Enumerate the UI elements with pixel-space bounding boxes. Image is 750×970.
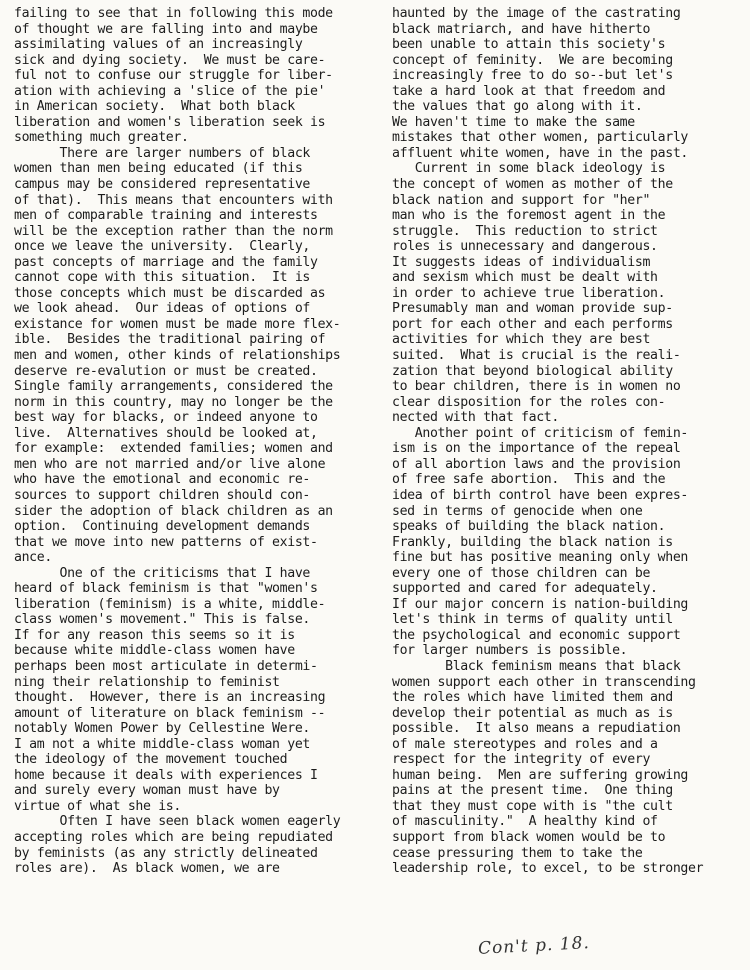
text-line: of thought we are falling into and maybe — [14, 21, 318, 37]
text-line: men who are not married and/or live alone — [14, 456, 326, 472]
text-line: been unable to attain this society's — [392, 37, 666, 53]
text-line: fine but has positive meaning only when — [392, 550, 688, 566]
text-line: the values that go along with it. — [392, 99, 643, 115]
text-line: ful not to confuse our struggle for liber- — [14, 68, 333, 84]
text-line: It suggests ideas of individualism — [392, 254, 651, 270]
text-line: women support each other in transcending — [392, 674, 696, 690]
text-line: cease pressuring them to take the — [392, 845, 643, 861]
text-line: Another point of criticism of femin- — [392, 425, 688, 441]
text-line: zation that beyond biological ability — [392, 363, 673, 379]
text-line: Black feminism means that black — [392, 658, 681, 674]
left-text-column — [14, 6, 376, 877]
text-line: If for any reason this seems so it is — [14, 627, 295, 643]
text-line: of that). This means that encounters with — [14, 192, 333, 208]
text-line: Current in some black ideology is — [392, 161, 666, 177]
text-line: past concepts of marriage and the family — [14, 254, 318, 270]
text-line: best way for blacks, or indeed anyone to — [14, 410, 318, 426]
handwritten-continuation-note: Con't p. 18. — [477, 933, 591, 959]
text-line: option. Continuing development demands — [14, 519, 310, 535]
text-line: thought. However, there is an increasing — [14, 690, 326, 706]
text-line: If our major concern is nation-building — [392, 596, 688, 612]
text-line: that they must cope with is "the cult — [392, 798, 673, 814]
text-line: nected with that fact. — [392, 410, 559, 426]
text-line: roles are). As black women, we are — [14, 861, 280, 877]
text-line: One of the criticisms that I have — [14, 565, 310, 581]
text-line: sider the adoption of black children as an — [14, 503, 333, 519]
text-line: respect for the integrity of every — [392, 752, 651, 768]
text-line: black matriarch, and have hitherto — [392, 21, 651, 37]
text-line: ning their relationship to feminist — [14, 674, 280, 690]
text-line: affluent white women, have in the past. — [392, 145, 688, 161]
text-line: the concept of women as mother of the — [392, 177, 673, 193]
right-text-column — [392, 6, 748, 877]
text-line: concept of feminity. We are becoming — [392, 52, 673, 68]
text-line: There are larger numbers of black — [14, 145, 310, 161]
text-line: human being. Men are suffering growing — [392, 767, 688, 783]
text-line: man who is the foremost agent in the — [392, 208, 666, 224]
text-line: Single family arrangements, considered the — [14, 379, 333, 395]
text-line: will be the exception rather than the norm — [14, 223, 333, 239]
text-line: the psychological and economic support — [392, 627, 681, 643]
text-line: norm in this country, may no longer be the — [14, 394, 333, 410]
text-line: the ideology of the movement touched — [14, 752, 288, 768]
text-line: by feminists (as any strictly delineated — [14, 845, 318, 861]
text-line: those concepts which must be discarded as — [14, 285, 326, 301]
text-line: let's think in terms of quality until — [392, 612, 673, 628]
text-line: because white middle-class women have — [14, 643, 295, 659]
text-line: take a hard look at that freedom and — [392, 83, 666, 99]
text-line: perhaps been most articulate in determi- — [14, 658, 318, 674]
text-line: haunted by the image of the castrating — [392, 6, 681, 21]
text-line: and surely every woman must have by — [14, 783, 280, 799]
text-line: men of comparable training and interests — [14, 208, 318, 224]
text-line: heard of black feminism is that "women's — [14, 581, 318, 597]
text-line: sed in terms of genocide when one — [392, 503, 643, 519]
text-line: failing to see that in following this mode — [14, 6, 333, 21]
text-line: class women's movement." This is false. — [14, 612, 310, 628]
text-line: the roles which have limited them and — [392, 690, 673, 706]
text-line: sick and dying society. We must be care- — [14, 52, 326, 68]
text-line: support from black women would be to — [392, 829, 666, 845]
text-line: to bear children, there is in women no — [392, 379, 681, 395]
text-line: for larger numbers is possible. — [392, 643, 628, 659]
text-line: mistakes that other women, particularly — [392, 130, 688, 146]
text-line: of all abortion laws and the provision — [392, 456, 681, 472]
text-line: speaks of building the black nation. — [392, 519, 666, 535]
text-line: of free safe abortion. This and the — [392, 472, 666, 488]
text-line: virtue of what she is. — [14, 798, 181, 814]
text-line: possible. It also means a repudiation — [392, 721, 681, 737]
text-line: existance for women must be made more flex- — [14, 316, 341, 332]
text-line: ible. Besides the traditional pairing of — [14, 332, 326, 348]
text-line: live. Alternatives should be looked at, — [14, 425, 318, 441]
text-line: ism is on the importance of the repeal — [392, 441, 681, 457]
text-line: we look ahead. Our ideas of options of — [14, 301, 310, 317]
text-line: in American society. What both black — [14, 99, 295, 115]
text-line: Presumably man and woman provide sup- — [392, 301, 673, 317]
text-line: accepting roles which are being repudiated — [14, 829, 333, 845]
text-line: ation with achieving a 'slice of the pie' — [14, 83, 326, 99]
text-line: that we move into new patterns of exist- — [14, 534, 318, 550]
text-line: of masculinity." A healthy kind of — [392, 814, 658, 830]
text-line: cannot cope with this situation. It is — [14, 270, 310, 286]
text-line: black nation and support for "her" — [392, 192, 651, 208]
text-line: Often I have seen black women eagerly — [14, 814, 341, 830]
text-line: liberation and women's liberation seek is — [14, 114, 326, 130]
text-line: clear disposition for the roles con- — [392, 394, 666, 410]
text-line: activities for which they are best — [392, 332, 651, 348]
text-line: in order to achieve true liberation. — [392, 285, 666, 301]
text-line: develop their potential as much as is — [392, 705, 673, 721]
text-line: for example: extended families; women and — [14, 441, 333, 457]
text-line: supported and cared for adequately. — [392, 581, 658, 597]
text-line: idea of birth control have been expres- — [392, 487, 688, 503]
text-line: struggle. This reduction to strict — [392, 223, 658, 239]
text-line: of male stereotypes and roles and a — [392, 736, 658, 752]
text-line: notably Women Power by Cellestine Were. — [14, 721, 310, 737]
text-line: deserve re-evalution or must be created. — [14, 363, 318, 379]
text-line: every one of those children can be — [392, 565, 651, 581]
text-line: campus may be considered representative — [14, 177, 310, 193]
text-line: I am not a white middle-class woman yet — [14, 736, 310, 752]
text-line: pains at the present time. One thing — [392, 783, 673, 799]
text-line: and sexism which must be dealt with — [392, 270, 658, 286]
text-line: ance. — [14, 550, 52, 566]
text-line: leadership role, to excel, to be stronger — [392, 861, 704, 877]
text-line: home because it deals with experiences I — [14, 767, 318, 783]
text-line: women than men being educated (if this — [14, 161, 303, 177]
text-line: Frankly, building the black nation is — [392, 534, 673, 550]
text-line: We haven't time to make the same — [392, 114, 635, 130]
text-line: sources to support children should con- — [14, 487, 310, 503]
text-line: assimilating values of an increasingly — [14, 37, 303, 53]
text-line: increasingly free to do so--but let's — [392, 68, 673, 84]
text-line: liberation (feminism) is a white, middle- — [14, 596, 326, 612]
text-line: roles is unnecessary and dangerous. — [392, 239, 658, 255]
text-line: once we leave the university. Clearly, — [14, 239, 310, 255]
text-line: amount of literature on black feminism -- — [14, 705, 326, 721]
text-line: who have the emotional and economic re- — [14, 472, 310, 488]
text-line: port for each other and each performs — [392, 316, 673, 332]
text-line: suited. What is crucial is the reali- — [392, 348, 681, 364]
text-line: something much greater. — [14, 130, 189, 146]
text-line: men and women, other kinds of relationships — [14, 348, 341, 364]
